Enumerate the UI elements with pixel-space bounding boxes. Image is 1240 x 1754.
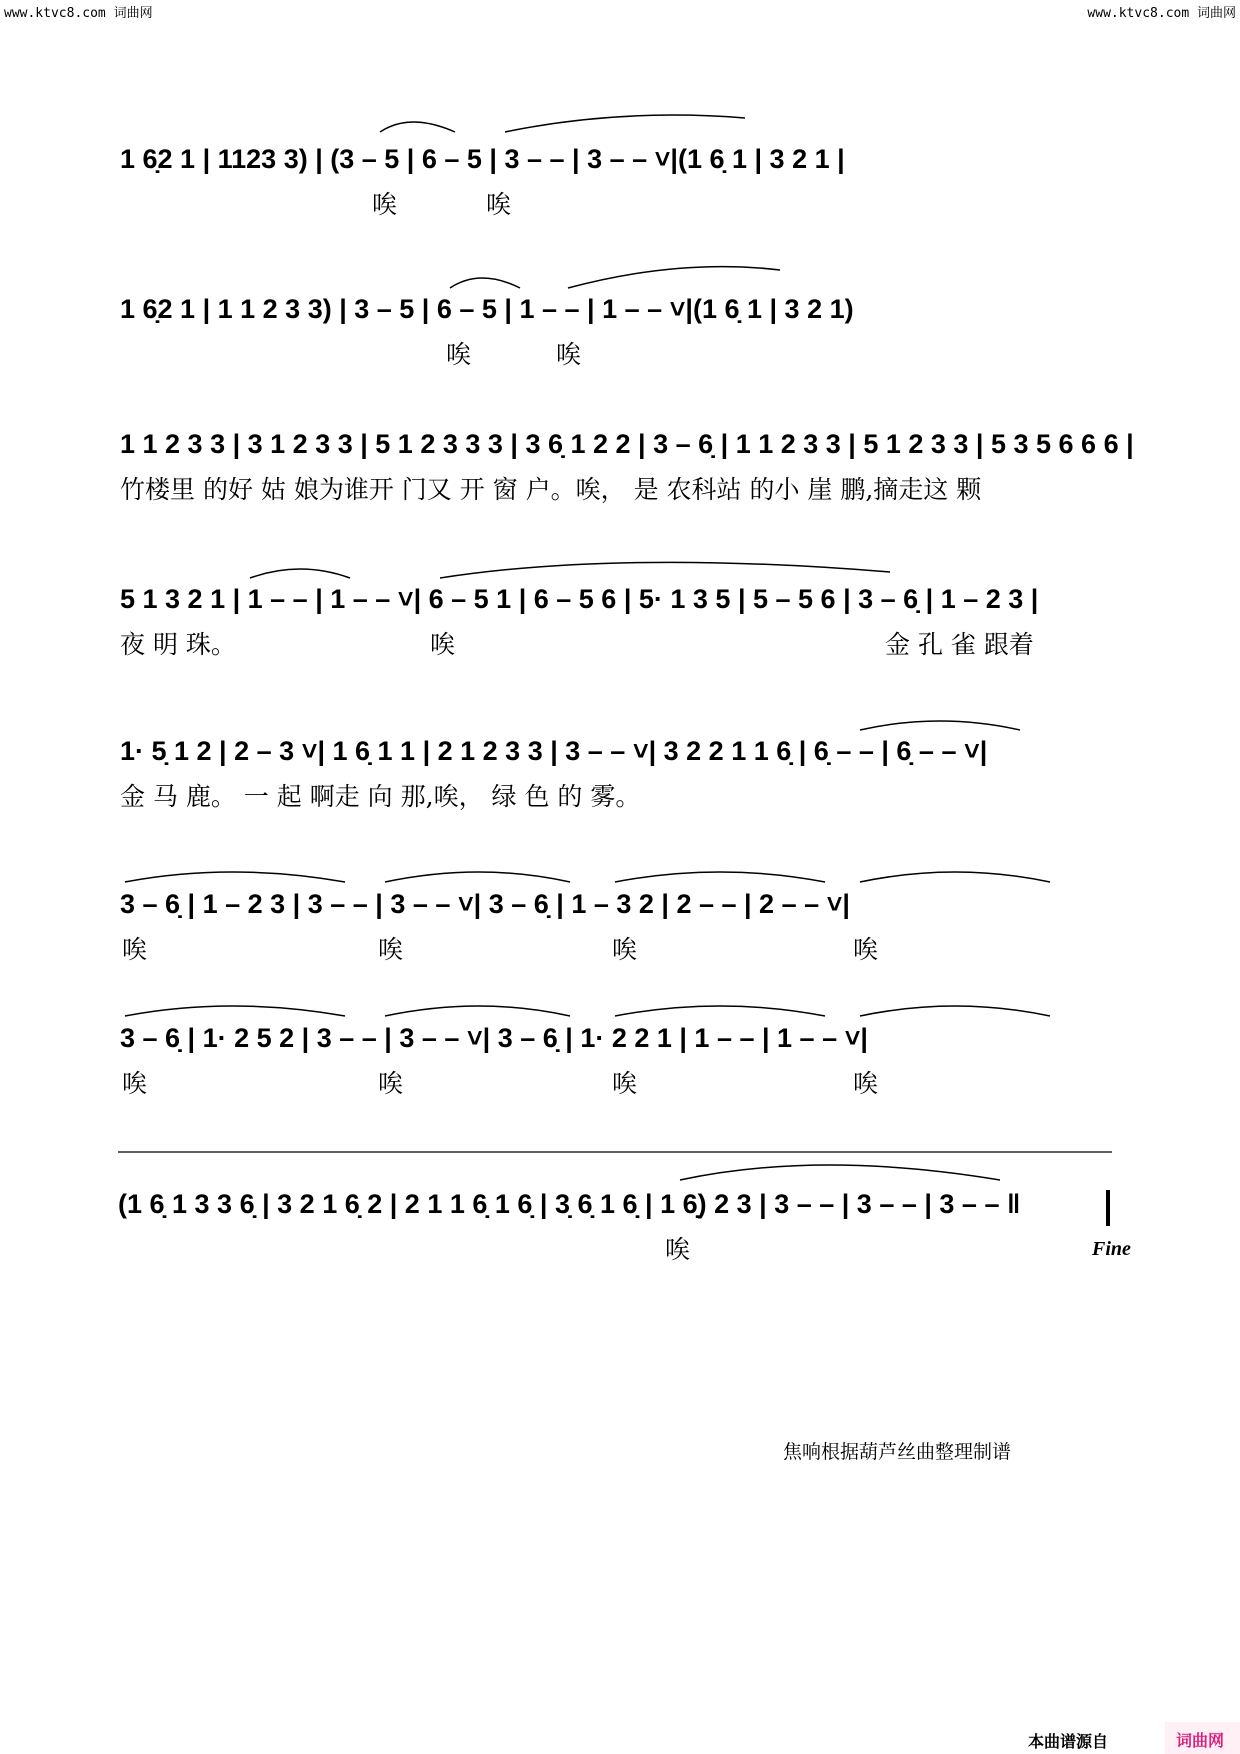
score-line-4	[120, 562, 1038, 659]
lyric-line-2-b: 唉	[556, 340, 582, 369]
score-line-3	[120, 429, 1134, 504]
lyric-line-7-c: 唉	[612, 1069, 638, 1098]
lyric-line-6-a: 唉	[122, 935, 148, 964]
score-line-2	[120, 267, 854, 369]
notes-line-5: 1· 5̣ 1 2 | 2 – 3 ˅| 1 6̣ 1 1 | 2 1 2 3 3 | 3 – – ˅| 3 2 2 1 1 6̣ | 6̣ – – | 6̣ – – ˅|	[120, 736, 988, 766]
notes-line-3: 1 1 2 3 3 | 3 1 2 3 3 | 5 1 2 3 3 3 | 3 6̣ 1 2 2 | 3 – 6̣ | 1 1 2 3 3 | 5 1 2 3 3 | 5 3 5 6 6 6 |	[120, 429, 1134, 459]
score-line-1	[120, 115, 845, 219]
lyric-line-3: 竹楼里 的好 姑 娘为谁开 门又 开 窗 户。唉， 是 农科站 的小 崖 鹏,摘走这 颗	[120, 475, 982, 504]
lyric-line-6-b: 唉	[378, 935, 404, 964]
logo-text[interactable]: 词曲网	[1176, 1731, 1225, 1750]
lyric-line-2-a: 唉	[446, 340, 472, 369]
header-right-url[interactable]: www.ktvc8.com 词曲网	[1087, 6, 1236, 21]
lyric-line-7-d: 唉	[853, 1069, 879, 1098]
lyric-line-5: 金 马 鹿。 一 起 啊走 向 那,唉， 绿 色 的 雾。	[120, 782, 641, 811]
lyric-line-1-a: 唉	[372, 190, 398, 219]
notes-line-6: 3 – 6̣ | 1 – 2 3 | 3 – – | 3 – – ˅| 3 – 6̣ | 1 – 3 2 | 2 – – | 2 – – ˅|	[120, 889, 850, 919]
notes-line-1: 1 6̣2 1 | 1123 3) | (3 – 5 | 6 – 5 | 3 – – | 3 – – ˅|(1 6̣ 1 | 3 2 1 |	[120, 144, 845, 174]
lyric-line-6-c: 唉	[612, 935, 638, 964]
arranger-credit: 焦响根据葫芦丝曲整理制谱	[783, 1441, 1012, 1463]
lyric-line-7-b: 唉	[378, 1069, 404, 1098]
lyric-line-1-b: 唉	[486, 190, 512, 219]
notes-line-7: 3 – 6̣ | 1· 2 5 2 | 3 – – | 3 – – ˅| 3 – 6̣ | 1· 2 2 1 | 1 – – | 1 – – ˅|	[120, 1023, 868, 1053]
notes-line-8: (1 6̣ 1 3 3 6̣ | 3 2 1 6̣ 2 | 2 1 1 6̣ 1 6̣ | 3̣ 6̣ 1 6̣ | 1 6̣) 2 3 | 3 – – | 3 – – | 3 – – ‖	[118, 1189, 1021, 1219]
score-line-8	[118, 1152, 1112, 1264]
lyric-line-7-a: 唉	[122, 1069, 148, 1098]
header-left-url[interactable]: www.ktvc8.com 词曲网	[4, 6, 153, 21]
score-line-5	[120, 721, 1020, 811]
fine-marking: Fine	[1092, 1238, 1131, 1260]
lyric-line-4-c: 金 孔 雀 跟着	[885, 630, 1034, 659]
lyric-line-6-d: 唉	[853, 935, 879, 964]
source-label: 本曲谱源自	[1028, 1732, 1109, 1751]
score-line-6	[120, 872, 1050, 964]
lyric-line-8: 唉	[665, 1235, 691, 1264]
notes-line-4: 5 1 3 2 1 | 1 – – | 1 – – ˅| 6 – 5 1 | 6 – 5 6 | 5· 1 3 5 | 5 – 5 6 | 3 – 6̣ | 1 – 2 3 |	[120, 584, 1039, 614]
score-line-7	[120, 1006, 1050, 1098]
notes-line-2: 1 6̣2 1 | 1 1 2 3 3) | 3 – 5 | 6 – 5 | 1 – – | 1 – – ˅|(1 6̣ 1 | 3 2 1)	[120, 294, 854, 324]
lyric-line-4-b: 唉	[430, 630, 456, 659]
lyric-line-4-a: 夜 明 珠。	[120, 630, 236, 659]
